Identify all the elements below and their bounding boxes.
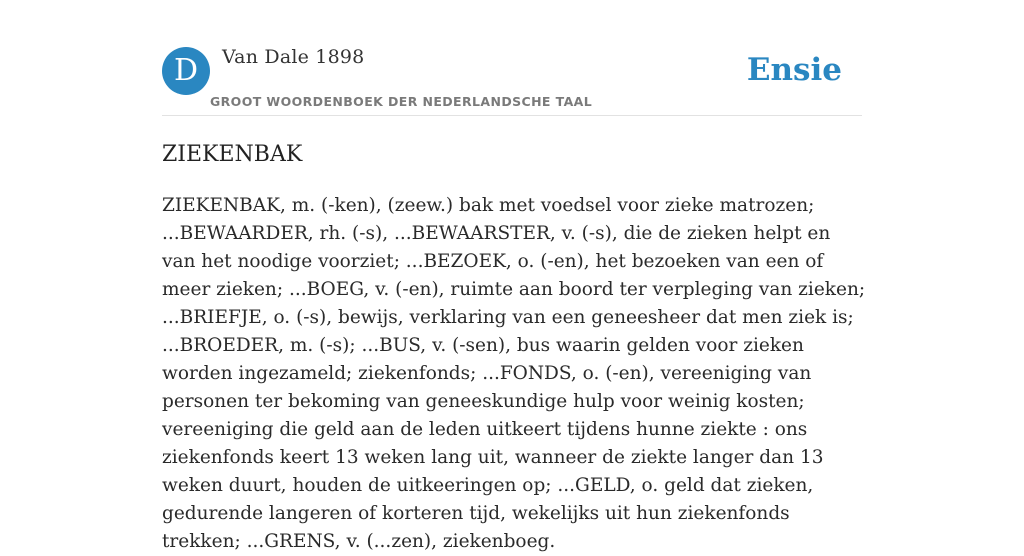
book-title[interactable]: Van Dale 1898 [222, 46, 365, 68]
header-divider [162, 115, 862, 116]
book-subtitle: GROOT WOORDENBOEK DER NEDERLANDSCHE TAAL [210, 94, 593, 109]
dictionary-header [162, 46, 862, 116]
brand-logo[interactable]: Ensie [746, 52, 842, 88]
entry-title: ZIEKENBAK [162, 142, 303, 167]
dictionary-avatar[interactable]: D [162, 47, 210, 95]
entry-body: ZIEKENBAK, m. (-ken), (zeew.) bak met voedsel voor zieke matrozen; ...BEWAARDER, rh. (-s), ...BEWAARSTER, v. (-s), die de zieken helpt en van het noodige voorziet; ...BEZOEK, o. (-en), het bezoeken van een of meer zieken; ...BOEG, v. (-en), ruimte aan boord ter verpleging van zieken; ...BRIEFJE, o. (-s), bewijs, verklaring van een geneesheer dat men ziek is; ...BROEDER, m. (-s); ...BUS, v. (-sen), bus waarin gelden voor zieken worden ingezameld; ziekenfonds; ...FONDS, o. (-en), vereeniging van personen ter bekoming van geneeskundige hulp voor weinig kosten; vereeniging die geld aan de leden uitkeert tijdens hunne ziekte : ons ziekenfonds keert 13 weken lang uit, wanneer de ziekte langer dan 13 weken duurt, houden de uitkeeringen op; ...GELD, o. geld dat zieken, gedurende langeren of korteren tijd, wekelijks uit hun ziekenfonds trekken; ...GRENS, v. (...zen), ziekenboeg. [162, 195, 866, 552]
